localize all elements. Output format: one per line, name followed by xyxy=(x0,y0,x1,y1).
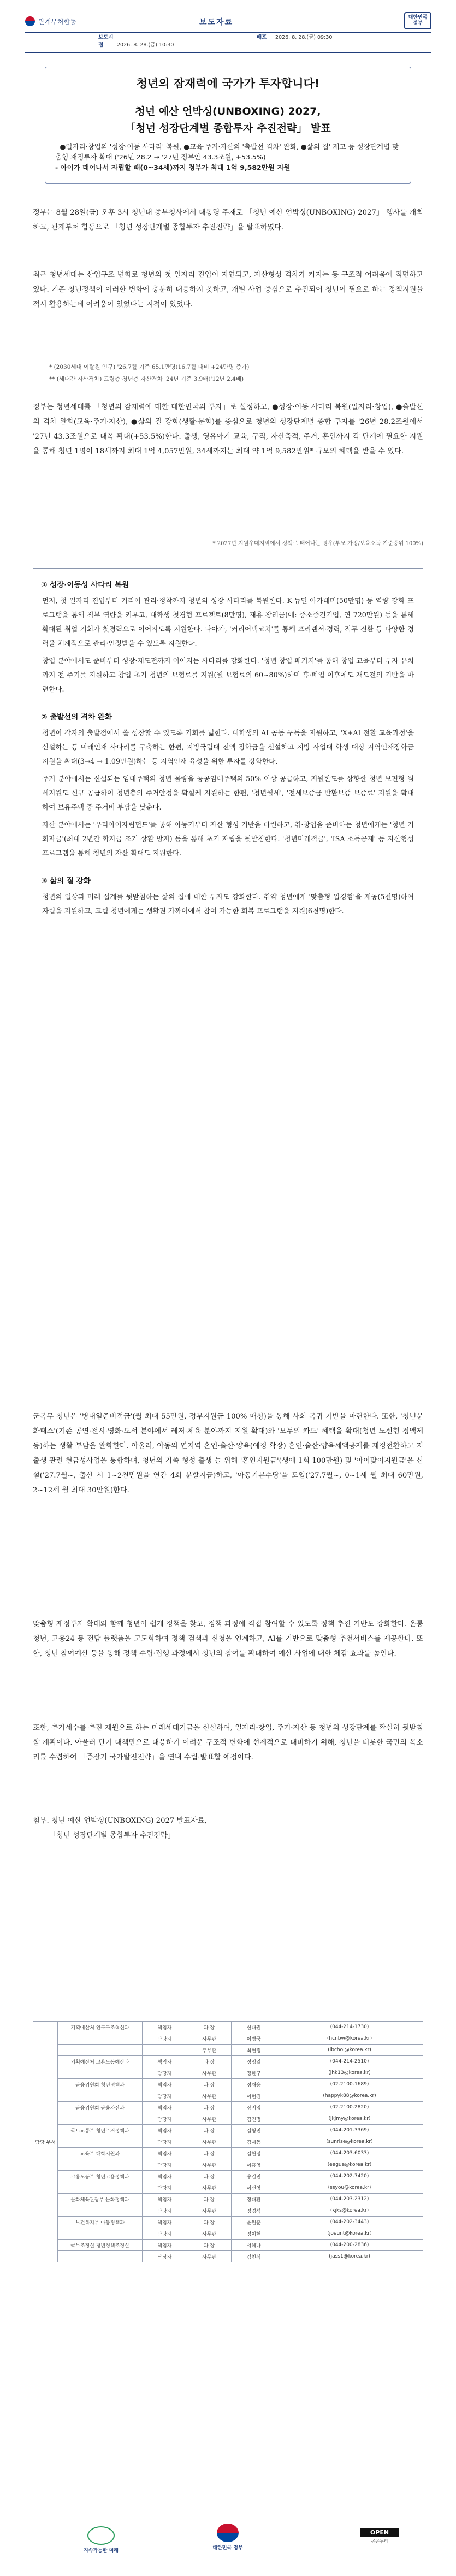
contact-name: 김진명 xyxy=(232,2113,276,2125)
contact-dept: 금융위원회 청년정책과 xyxy=(58,2079,143,2090)
contact-role: 책임자 xyxy=(143,2022,187,2033)
body-paragraph: 맞춤형 재정투자 확대와 함께 청년이 쉽게 정책을 찾고, 정책 과정에 직접 참여할 수 있도록 정책 추진 기반도 강화한다. 온통청년, 고용24 등 전담 플랫폼을 고도화하여 정책 검색과 신청을 연계하고, AI를 기반으로 맞춤형 추천서비스를 제공한다. 또한, 청년 참여예산 등을 통해 정책 수립·집행 과정에서 청년의 참여를 확대하여 예산 사업에 대한 체감 효과를 높인다. xyxy=(33,1620,423,1658)
contact-dept xyxy=(58,2205,143,2217)
contact-role: 담당자 xyxy=(143,2228,187,2240)
contact-tel[interactable]: (hcnbw@korea.kr) xyxy=(276,2033,423,2045)
contact-pos: 과 장 xyxy=(187,2056,232,2067)
contact-pos: 사무관 xyxy=(187,2136,232,2148)
contact-name: 이홍영 xyxy=(232,2159,276,2171)
contact-row xyxy=(33,2022,423,2033)
contact-role: 담당자 xyxy=(143,2205,187,2217)
contact-row xyxy=(33,2182,423,2194)
contact-name: 신대권 xyxy=(232,2022,276,2033)
contact-pos: 과 장 xyxy=(187,2079,232,2090)
contact-row xyxy=(33,2251,423,2262)
contact-tel[interactable]: (02-2100-2820) xyxy=(276,2102,423,2113)
contact-role: 담당자 xyxy=(143,2136,187,2148)
contact-role: 책임자 xyxy=(143,2217,187,2228)
contact-name: 정대환 xyxy=(232,2194,276,2205)
contact-tel[interactable]: (lbchoi@korea.kr) xyxy=(276,2045,423,2056)
contact-row xyxy=(33,2079,423,2090)
header-rule xyxy=(25,32,431,33)
contact-row xyxy=(33,2113,423,2125)
gov-brand-logo: 대한민국 정부 xyxy=(404,12,431,29)
contact-row xyxy=(33,2217,423,2228)
contact-dept xyxy=(58,2045,143,2056)
distribution-time: 배포 2026. 8. 28.(금) 09:30 xyxy=(257,34,333,40)
contact-dept xyxy=(58,2113,143,2125)
contact-dept: 국토교통부 청년주거정책과 xyxy=(58,2125,143,2136)
section-title: ② 출발선의 격차 완화 xyxy=(41,713,112,722)
contact-tel[interactable]: (joeunt@korea.kr) xyxy=(276,2228,423,2240)
contact-role: 담당자 xyxy=(143,2182,187,2194)
contact-role: 담당자 xyxy=(143,2113,187,2125)
doc-type: 보도자료 xyxy=(199,18,234,27)
contact-tel[interactable]: (eegue@korea.kr) xyxy=(276,2159,423,2171)
contact-role: 책임자 xyxy=(143,2171,187,2182)
contact-name: 정이현 xyxy=(232,2228,276,2240)
reference-paragraph: 창업 분야에서도 준비부터 성장·재도전까지 이어지는 사다리를 강화한다. '청년 창업 패키지'를 통해 창업 교육부터 투자 유치까지 전 주기를 지원하고 창업 초기 청년의 보험료를 지원(월 보험료의 60~80%)하며 휴·폐업 이후에도 재도전의 기반을 마련한다. xyxy=(42,657,414,693)
contact-tel[interactable]: (044-201-3369) xyxy=(276,2125,423,2136)
contact-role: 책임자 xyxy=(143,2125,187,2136)
contact-role: 책임자 xyxy=(143,2148,187,2159)
contact-pos: 과 장 xyxy=(187,2240,232,2251)
contact-dept: 국무조정실 청년정책조정실 xyxy=(58,2240,143,2251)
contact-role: 책임자 xyxy=(143,2102,187,2113)
contact-tel[interactable]: (jass1@korea.kr) xyxy=(276,2251,423,2262)
contact-dept: 기획예산처 인구구조혁신과 xyxy=(58,2022,143,2033)
contact-dept xyxy=(58,2090,143,2102)
korea-emblem-icon xyxy=(25,16,35,26)
footnote: * (2030세대 이탈원 인구) '26.7월 기준 65.1만명(16.7월 대비 +24만명 증가) xyxy=(49,364,250,370)
summary-bullet: - ●일자리·창업의 '성장·이동 사다리' 복원, ●교육·주거·자산의 '출발선 격차' 완화, ●삶의 질' 제고 등 성장단계별 맞춤형 재정투자 확대 ('26년 28.2 → '27년 정부안 43.3조원, +53.5%) xyxy=(55,143,399,161)
contact-name: 김현정 xyxy=(232,2148,276,2159)
contact-pos: 과 장 xyxy=(187,2194,232,2205)
ministry-label: 관계부처합동 xyxy=(25,16,134,26)
contact-role: 담당자 xyxy=(143,2067,187,2079)
contact-pos: 사무관 xyxy=(187,2067,232,2079)
release-time: 보도시점 2026. 8. 28.(금) 10:30 xyxy=(98,34,174,48)
contact-pos: 과 장 xyxy=(187,2148,232,2159)
header-rule-bottom xyxy=(25,52,431,53)
contact-pos: 사무관 xyxy=(187,2159,232,2171)
contact-role: 담당자 xyxy=(143,2033,187,2045)
contacts-side-label: 담당 부서 xyxy=(33,2022,58,2262)
contact-pos: 과 장 xyxy=(187,2022,232,2033)
contact-pos: 과 장 xyxy=(187,2171,232,2182)
contact-row xyxy=(33,2067,423,2079)
body-paragraph: 정부는 8월 28일(금) 오후 3시 청년대 종부청사에서 대통령 주재로 「청년 예산 언박싱(UNBOXING) 2027」 행사를 개최하고, 관계부처 합동으로 「청년 성장단계별 종합투자 추진전략」을 발표하였다. xyxy=(33,209,423,232)
contact-pos: 사무관 xyxy=(187,2182,232,2194)
contact-row xyxy=(33,2045,423,2056)
contact-tel[interactable]: (happyk88@korea.kr) xyxy=(276,2090,423,2102)
contact-row xyxy=(33,2102,423,2113)
contact-dept: 기획예산처 고용노동예산과 xyxy=(58,2056,143,2067)
contact-role: 책임자 xyxy=(143,2240,187,2251)
contact-dept: 금융위원회 금융자산과 xyxy=(58,2102,143,2113)
contact-role: 책임자 xyxy=(143,2194,187,2205)
contact-dept xyxy=(58,2228,143,2240)
reference-paragraph: 청년이 각자의 출발점에서 쓸 성장할 수 있도록 기회를 넓힌다. 대학생의 AI 공동 구독을 지원하고, 'X+AI 전환 교육과정'을 신설하는 등 미래인재 사다리를 구축하는 한편, 지방국립대 전액 장학금을 신설하고 지방 사업대 학생 대상 지역인재장학금 지원을 확대(3→4 → 1.09만원)하는 등 지역인재 육성을 위한 투자를 강화한다. xyxy=(42,729,414,765)
contact-role: 책임자 xyxy=(143,2056,187,2067)
contact-pos: 사무관 xyxy=(187,2205,232,2217)
contact-tel[interactable]: (044-202-3443) xyxy=(276,2217,423,2228)
footer-left-logo: 지속가능한 미래 xyxy=(76,2526,126,2554)
contact-dept xyxy=(58,2136,143,2148)
contact-dept xyxy=(58,2067,143,2079)
contact-tel[interactable]: (044-203-2312) xyxy=(276,2194,423,2205)
contact-name: 송길진 xyxy=(232,2171,276,2182)
contact-dept xyxy=(58,2251,143,2262)
reference-paragraph: 청년의 일상과 미래 설계를 뒷받침하는 삶의 질에 대한 투자도 강화한다. 취약 청년에게 '맞춤형 일경험'을 제공(5천명)하여 자립을 지원하고, 고립 청년에게는 생활권 가까이에서 참여 가능한 회복 프로그램을 지원(6천명)한다. xyxy=(42,893,414,915)
subtitle-line-1: 청년 예산 언박싱(UNBOXING) 2027, xyxy=(135,105,321,117)
contact-pos: 사무관 xyxy=(187,2113,232,2125)
contact-name: 장지영 xyxy=(232,2102,276,2113)
body-paragraph: 최근 청년세대는 산업구조 변화로 청년의 첫 일자리 진입이 지연되고, 자산형성 격차가 커지는 등 구조적 어려움에 직면하고 있다. 기존 청년정책이 이러한 변화에 충분히 대응하지 못하고, 개별 사업 중심으로 추진되어 청년이 필요로 하는 정책지원을 적시 활용하는데 어려움이 있었다는 지적이 있었다. xyxy=(33,271,423,309)
contact-tel[interactable]: (sunrise@korea.kr) xyxy=(276,2136,423,2148)
contact-name: 윤원준 xyxy=(232,2217,276,2228)
contact-row xyxy=(33,2125,423,2136)
contact-tel[interactable]: (jkjmy@korea.kr) xyxy=(276,2113,423,2125)
attachment-label: 첨부. 청년 예산 언박싱(UNBOXING) 2027 발표자료, xyxy=(33,1817,207,1825)
body-paragraph: 군복무 청년은 '병내일준비적금'(월 최대 55만원, 정부지원금 100% 매칭)을 통해 사회 복귀 기반을 마련한다. 또한, '청년문화패스'(기존 공연·전시·영화·도서 분야에서 레저·체육 분야까지 지원 확대)와 '모두의 카드' 혜택을 확대(청년 노선형 정액제 등)하는 생활 부담을 완화한다. 아울러, 아동의 연지역 혼인·출산·양육(예정 확장) 혼인·출산·양육세액공제를 재정전환하고 저출생 관련 현금성사업을 통합하며, 청년의 가족 형성 출생 늘 위해 '혼인지원금'(생애 1회 100만원) 및 '아이맞이지원금'을 신설('27.7월~, 출산 시 1~2천만원을 연간 4회 분할지급)하고, '아동기본수당'을 도입('27.7월~, 0~1세 월 최대 60만원, 2~12세 월 최대 30만원)한다. xyxy=(33,1413,423,1494)
contact-pos: 사무관 xyxy=(187,2033,232,2045)
contact-dept xyxy=(58,2159,143,2171)
contact-pos: 과 장 xyxy=(187,2125,232,2136)
contact-row xyxy=(33,2194,423,2205)
subtitle-line-2: 「청년 성장단계별 종합투자 추진전략」 발표 xyxy=(125,122,331,134)
footnote: * 2027년 지원우대지역에서 정책로 태어나는 경우(부모 가정/보육소득 기준중위 100%) xyxy=(212,541,423,547)
contact-name: 서혜나 xyxy=(232,2240,276,2251)
contact-tel[interactable]: (044-203-6033) xyxy=(276,2148,423,2159)
contact-row xyxy=(33,2033,423,2045)
section-title: ③ 삶의 질 강화 xyxy=(41,877,91,885)
contact-pos: 사무관 xyxy=(187,2228,232,2240)
contact-name: 최현정 xyxy=(232,2045,276,2056)
contact-tel[interactable]: (044-214-1730) xyxy=(276,2022,423,2033)
contact-row xyxy=(33,2090,423,2102)
contact-name: 김천식 xyxy=(232,2251,276,2262)
footer-center-logo: 대한민국 정부 xyxy=(203,2524,252,2551)
contact-name: 정재웅 xyxy=(232,2079,276,2090)
section-title: ① 성장·이동성 사다리 복원 xyxy=(41,581,129,589)
contact-dept: 고용노동부 청년고용정책과 xyxy=(58,2171,143,2182)
contact-tel[interactable]: (jhk13@korea.kr) xyxy=(276,2067,423,2079)
contact-row xyxy=(33,2240,423,2251)
contact-row xyxy=(33,2171,423,2182)
contact-role: 담당자 xyxy=(143,2251,187,2262)
contact-tel[interactable]: (044-200-2836) xyxy=(276,2240,423,2251)
contact-name: 정한구 xyxy=(232,2067,276,2079)
contact-name: 정영일 xyxy=(232,2056,276,2067)
contact-tel[interactable]: (044-214-2510) xyxy=(276,2056,423,2067)
contacts-table xyxy=(33,2021,423,2262)
contact-tel[interactable]: (ssyou@korea.kr) xyxy=(276,2182,423,2194)
main-title: 청년의 잠재력에 국가가 투자합니다! xyxy=(136,77,320,90)
contact-pos: 과 장 xyxy=(187,2217,232,2228)
contact-tel[interactable]: (kjks@korea.kr) xyxy=(276,2205,423,2217)
contact-row xyxy=(33,2205,423,2217)
contact-name: 이선영 xyxy=(232,2182,276,2194)
contact-row xyxy=(33,2159,423,2171)
body-paragraph: 또한, 추가세수를 추진 재원으로 하는 미래세대기금을 신설하여, 일자리·창업, 주거·자산 등 청년의 성장단계를 확실히 뒷받침할 계획이다. 아울러 단기 대책만으로 대응하기 어려운 구조적 변화에 선제적으로 대비하기 위해, 청년을 비롯한 국민의 목소리를 수렴하여 「중장기 국가발전전략」을 연내 수립·발표할 예정이다. xyxy=(33,1724,423,1762)
contact-dept: 보건복지부 아동정책과 xyxy=(58,2217,143,2228)
reference-paragraph: 먼저, 첫 일자리 진입부터 커리어 관리·정착까지 청년의 성장 사다리를 복원한다. K-뉴딜 아카데미(50만명) 등 역량 강화 프로그램을 통해 직무 역량을 키우고, 대학생 첫경험 프로젝트(8만명), 재용 장려금(예: 중소중견기업, 연 720만원) 등을 통해 확대된 취업 기회가 첫경력으로 이어지도록 지원한다. 나아가, '커리어맥코치'를 통해 프리랜서·경력, 직무 전환 등 다양한 경력을 체계적으로 관리·인정받을 수 있도록 지원한다. xyxy=(42,596,414,647)
contact-name: 김재동 xyxy=(232,2136,276,2148)
contact-role: 담당자 xyxy=(143,2090,187,2102)
body-paragraph: 정부는 청년세대를 「청년의 잠재력에 대한 대한민국의 투자」로 설정하고, ●성장·이동 사다리 복원(일자리·창업), ●출발선의 격차 완화(교육·주거·자산), ●삶의 질 강화(생활·문화)를 중심으로 청년의 성장단계별 종합 투자를 '26년 28.2조원에서 '27년 43.3조원으로 대폭 확대(+53.5%)한다. 출생, 영유아기 교육, 구직, 자산축적, 주거, 혼인까지 각 단계에 필요한 지원을 통해 청년 1명이 18세까지 최대 1억 4,057만원, 34세까지는 최대 약 1억 9,582만원* 규모의 혜택을 받을 수 있다. xyxy=(33,403,423,456)
contact-dept xyxy=(58,2182,143,2194)
attachment-item: 「청년 성장단계별 종합투자 추진전략」 xyxy=(49,1831,175,1840)
contact-tel[interactable]: (044-202-7420) xyxy=(276,2171,423,2182)
contact-pos: 사무관 xyxy=(187,2251,232,2262)
contact-pos: 주무관 xyxy=(187,2045,232,2056)
contact-dept: 문화체육관광부 문화정책과 xyxy=(58,2194,143,2205)
contact-name: 이병국 xyxy=(232,2033,276,2045)
contact-role xyxy=(143,2045,187,2056)
footnote: ** (세대간 자산격차) 고령층·청년층 자산격차 '24년 기준 3.9배('12년 2.4배) xyxy=(49,376,244,382)
contact-name: 정경석 xyxy=(232,2205,276,2217)
contact-pos: 사무관 xyxy=(187,2090,232,2102)
contact-row xyxy=(33,2148,423,2159)
contact-row xyxy=(33,2228,423,2240)
reference-paragraph: 자산 분야에서는 '우리아이자립펀드'를 통해 아동기부터 자산 형성 기반을 마련하고, 취·창업을 준비하는 청년에게는 '청년 기회자금'(최대 2년간 학자금 조기 상환 방지) 등을 통해 초기 자립을 뒷받침한다. '청년미래적금', 'ISA 소득공제' 등 자산형성 프로그램을 통해 청년의 자산 확대도 지원한다. xyxy=(42,820,414,857)
title-box xyxy=(45,67,411,184)
reference-box xyxy=(33,568,423,1234)
contact-name: 이현진 xyxy=(232,2090,276,2102)
contact-dept: 교육부 대학지원과 xyxy=(58,2148,143,2159)
contact-pos: 과 장 xyxy=(187,2102,232,2113)
contact-role: 담당자 xyxy=(143,2159,187,2171)
footer-right-logo: OPEN 공공누리 xyxy=(360,2528,399,2544)
contact-tel[interactable]: (02-2100-1689) xyxy=(276,2079,423,2090)
contact-dept xyxy=(58,2033,143,2045)
reference-paragraph: 주거 분야에서는 신설되는 임대주택의 청년 물량을 공공임대주택의 50% 이상 공급하고, 지원한도를 상향한 청년 보편형 월세지원도 신규 공급하여 청년층의 주거안정을 확실케 지원하는 한편, '청년월세', '전세보증금 반환보증 보증료' 지원을 확대하여 보유주택 중 주거비 부담을 낮춘다. xyxy=(42,775,414,811)
contact-name: 김형민 xyxy=(232,2125,276,2136)
contact-role: 책임자 xyxy=(143,2079,187,2090)
summary-bullet: - 아이가 태어나서 자립할 때(0~34세)까지 정부가 최대 1억 9,582만원 지원 xyxy=(55,163,291,172)
contact-row xyxy=(33,2136,423,2148)
contact-row xyxy=(33,2056,423,2067)
